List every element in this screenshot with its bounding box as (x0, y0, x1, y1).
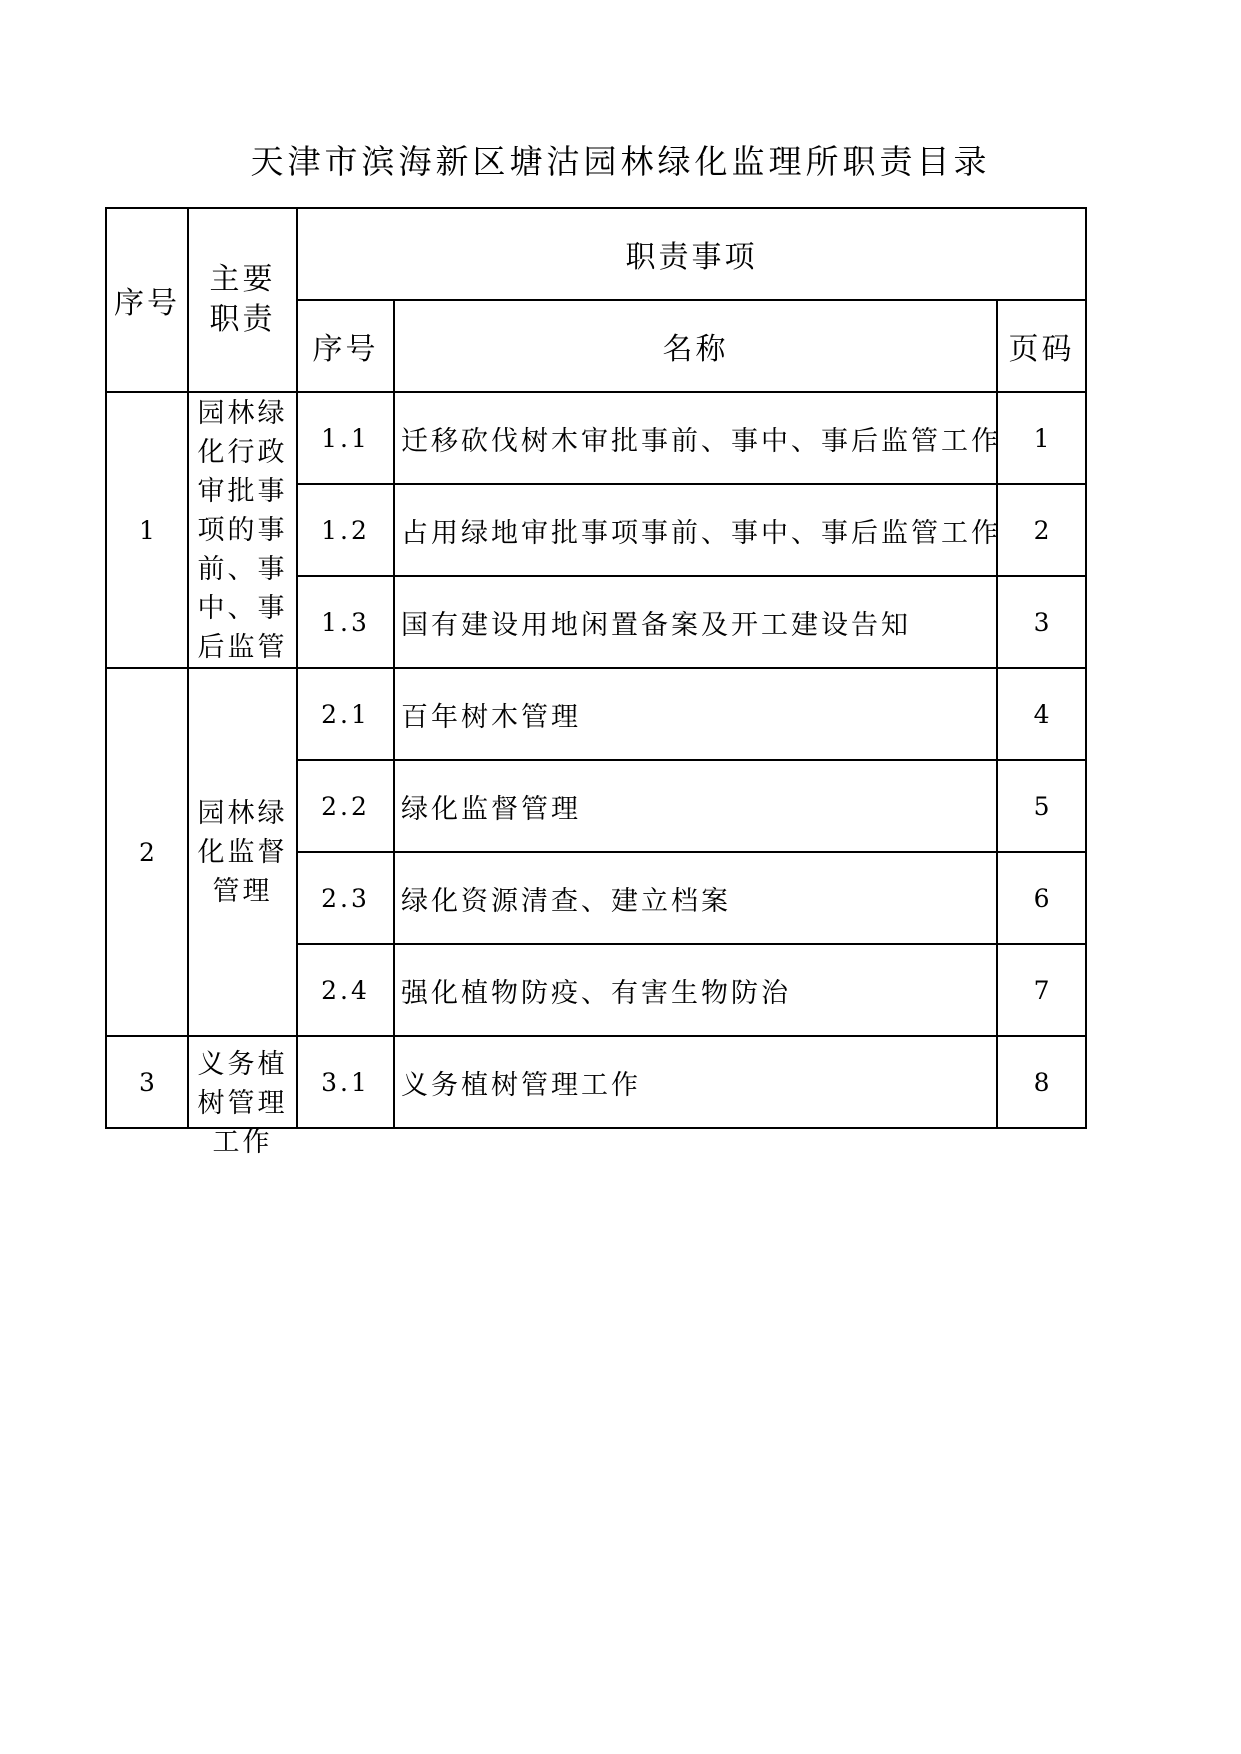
group-main-duty (188, 1036, 297, 1158)
table-row (106, 392, 1086, 484)
group-seq: 3 (106, 1036, 188, 1128)
item-page: 5 (997, 760, 1086, 852)
item-page: 7 (997, 944, 1086, 1036)
group-seq: 2 (106, 668, 188, 1036)
table-row (106, 1036, 1086, 1128)
group-seq: 1 (106, 392, 188, 668)
item-code: 2.3 (297, 852, 394, 944)
item-code: 1.1 (297, 392, 394, 484)
document-title: 天津市滨海新区塘沽园林绿化监理所职责目录 (250, 142, 991, 181)
header-row-top (106, 208, 1086, 300)
item-name: 义务植树管理工作 (394, 1036, 997, 1128)
item-page: 6 (997, 852, 1086, 944)
item-code: 1.2 (297, 484, 394, 576)
header-item-name: 名称 (394, 300, 997, 392)
group-main-duty-text: 园林绿化行政审批事项的事前、事中、事后监管 (197, 398, 288, 663)
group-main-duty (188, 392, 297, 668)
item-page: 8 (997, 1036, 1086, 1128)
item-name: 强化植物防疫、有害生物防治 (394, 944, 997, 1036)
item-page: 4 (997, 668, 1086, 760)
item-code: 2.2 (297, 760, 394, 852)
item-name: 国有建设用地闲置备案及开工建设告知 (394, 576, 997, 668)
item-name: 绿化监督管理 (394, 760, 997, 852)
table-row (106, 668, 1086, 760)
duty-directory-table (105, 207, 1087, 1158)
item-code: 1.3 (297, 576, 394, 668)
header-seq: 序号 (106, 208, 188, 392)
item-page: 1 (997, 392, 1086, 484)
item-name: 迁移砍伐树木审批事前、事中、事后监管工作 (394, 392, 997, 484)
item-code: 2.4 (297, 944, 394, 1036)
group-main-duty (188, 668, 297, 1036)
group-main-duty-text: 园林绿化监督管理 (197, 797, 288, 907)
item-name: 百年树木管理 (394, 668, 997, 760)
item-name: 占用绿地审批事项事前、事中、事后监管工作 (394, 484, 997, 576)
header-item-seq: 序号 (297, 300, 394, 392)
group-main-duty-text: 义务植树管理工作 (197, 1049, 288, 1158)
item-name: 绿化资源清查、建立档案 (394, 852, 997, 944)
header-page: 页码 (997, 300, 1086, 392)
item-code: 2.1 (297, 668, 394, 760)
item-page: 3 (997, 576, 1086, 668)
item-page: 2 (997, 484, 1086, 576)
header-items-group: 职责事项 (297, 208, 1086, 300)
item-code: 3.1 (297, 1036, 394, 1128)
header-main-duty: 主要职责 (188, 208, 297, 392)
